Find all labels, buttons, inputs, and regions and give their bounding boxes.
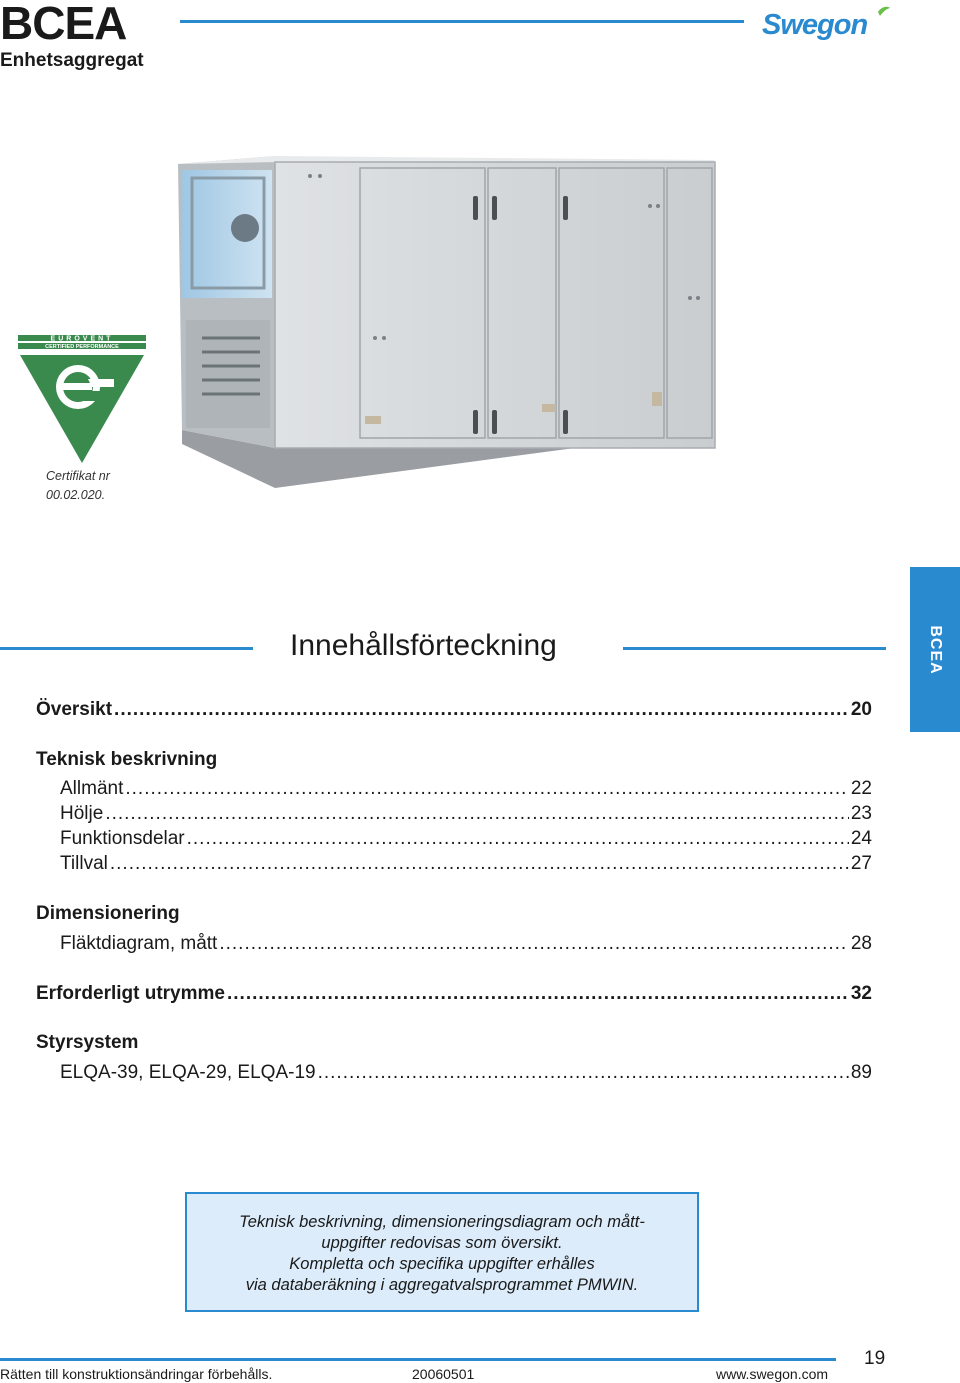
toc-heading: Innehållsförteckning <box>290 629 557 662</box>
footer-date: 20060501 <box>412 1366 475 1382</box>
note-line: via databeräkning i aggregatvalsprogrammet PMWIN. <box>245 1276 639 1294</box>
toc-entry-elqa[interactable] <box>60 1061 872 1085</box>
toc-entry-page: 32 <box>850 983 872 1004</box>
note-line: Teknisk beskrivning, dimensioneringsdiagram och mått- <box>239 1213 645 1231</box>
toc-entry-fan-diagram[interactable] <box>60 932 872 956</box>
document-subtitle: Enhetsaggregat <box>0 50 144 71</box>
badge-top-text: EUROVENT <box>50 335 114 343</box>
toc-leader-dots <box>227 982 849 1006</box>
badge-sub-text: CERTIFIED PERFORMANCE <box>45 344 119 350</box>
toc-entry-general[interactable] <box>60 777 872 801</box>
toc-section-technical: Teknisk beskrivning <box>36 749 218 770</box>
toc-entry-page: 89 <box>850 1062 872 1083</box>
toc-entry-label: Funktionsdelar <box>60 828 185 849</box>
toc-leader-dots <box>110 852 849 876</box>
brand-name: Swegon <box>762 9 868 41</box>
toc-entry-page: 20 <box>850 699 872 720</box>
toc-section-control: Styrsystem <box>36 1032 139 1053</box>
toc-leader-dots <box>105 802 849 826</box>
header-divider <box>180 20 744 23</box>
toc-entry-page: 28 <box>850 933 872 954</box>
toc-entry-label: Översikt <box>36 699 113 720</box>
toc-leader-dots <box>125 777 849 801</box>
toc-entry-label: Fläktdiagram, mått <box>60 933 218 954</box>
eurovent-badge <box>18 335 146 465</box>
side-tab-label: BCEA <box>927 624 944 675</box>
toc-leader-dots <box>318 1061 849 1085</box>
air-handling-unit-image <box>170 148 730 498</box>
toc-entry-page: 24 <box>850 828 872 849</box>
swegon-logo <box>762 4 892 44</box>
toc-entry-casing[interactable] <box>60 802 872 826</box>
toc-leader-dots <box>219 932 849 956</box>
page-number: 19 <box>864 1348 886 1369</box>
toc-entry-page: 22 <box>850 778 872 799</box>
toc-entry-label: Tillval <box>60 853 108 874</box>
certificate-label: Certifikat nr <box>46 469 110 483</box>
toc-entry-page: 23 <box>850 803 872 824</box>
toc-entry-label: Allmänt <box>60 778 124 799</box>
toc-entry-required-space[interactable] <box>36 982 872 1006</box>
toc-entry-label: Erforderligt utrymme <box>36 983 225 1004</box>
toc-heading-rule-left <box>0 647 253 650</box>
note-line: uppgifter redovisas som översikt. <box>321 1234 563 1252</box>
toc-leader-dots <box>187 827 849 851</box>
toc-entry-page: 27 <box>850 853 872 874</box>
footer-divider <box>0 1358 836 1361</box>
toc-entry-functional-parts[interactable] <box>60 827 872 851</box>
toc-heading-rule-right <box>623 647 886 650</box>
toc-entry-label: Hölje <box>60 803 104 824</box>
footer-url[interactable]: www.swegon.com <box>716 1366 829 1382</box>
certificate-number: 00.02.020. <box>46 488 106 502</box>
note-box <box>185 1192 699 1312</box>
toc-leader-dots <box>114 698 849 722</box>
section-side-tab <box>910 567 960 732</box>
footer-disclaimer: Rätten till konstruktionsändringar förbehålls. <box>0 1366 273 1382</box>
toc-entry-options[interactable] <box>60 852 872 876</box>
toc-entry-overview[interactable] <box>36 698 872 722</box>
note-line: Kompletta och specifika uppgifter erhålles <box>289 1255 595 1273</box>
toc-section-dimensioning: Dimensionering <box>36 903 180 924</box>
toc-entry-label: ELQA-39, ELQA-29, ELQA-19 <box>60 1062 316 1083</box>
document-title: BCEA <box>0 0 127 49</box>
logo-leaf-icon <box>878 7 890 16</box>
